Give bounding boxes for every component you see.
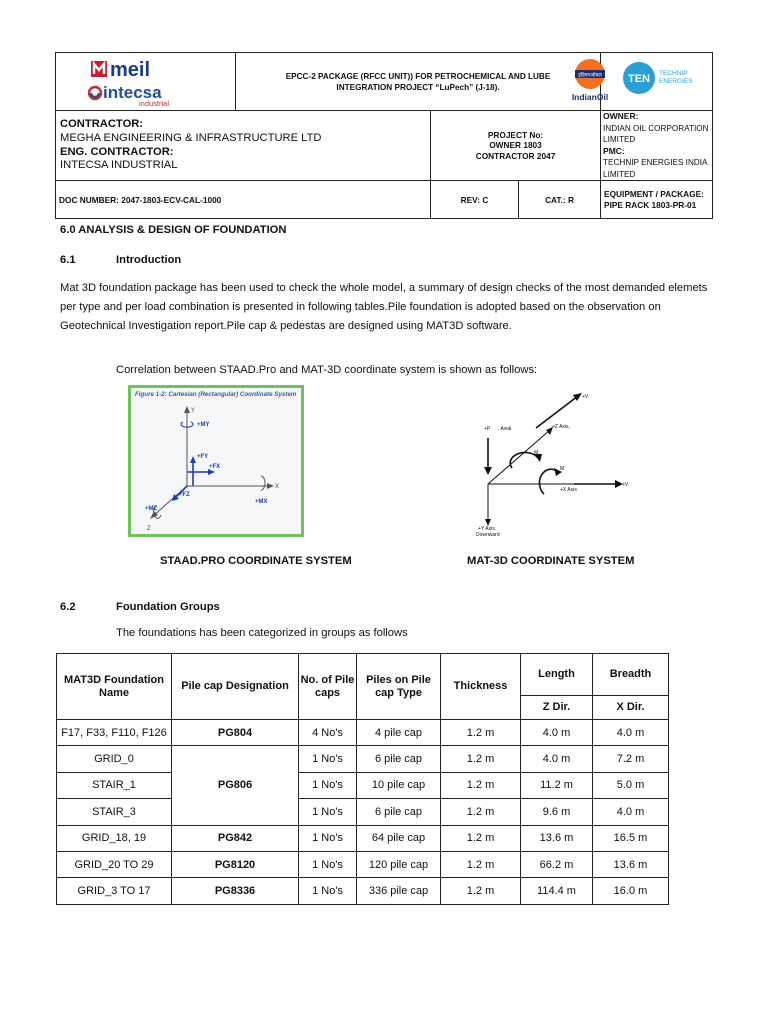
ten-text: TEN — [628, 73, 650, 85]
indianoil-text: IndianOil — [571, 92, 609, 102]
cell-breadth: 13.6 m — [593, 851, 669, 877]
cell-count: 1 No's — [299, 799, 357, 825]
cell-thickness: 1.2 m — [441, 720, 521, 746]
cell-type: 6 pile cap — [357, 746, 441, 772]
section-heading: 6.0 ANALYSIS & DESIGN OF FOUNDATION — [60, 224, 287, 236]
cell-designation: PG8336 — [172, 878, 299, 904]
contractor-label: CONTRACTOR: — [60, 117, 144, 130]
cell-name: F17, F33, F110, F126 — [57, 720, 172, 746]
cell-name: GRID_0 — [57, 746, 172, 772]
cell-thickness: 1.2 m — [441, 746, 521, 772]
project-contractor: CONTRACTOR 2047 — [475, 150, 556, 161]
project-number-cell — [431, 111, 601, 181]
doc-number: DOC NUMBER: 2047-1803-ECV-CAL-1000 — [56, 181, 431, 219]
cell-length: 9.6 m — [521, 799, 593, 825]
equipment-value: PIPE RACK 1803-PR-01 — [604, 199, 697, 210]
cell-length: 4.0 m — [521, 720, 593, 746]
subsection-6-2-number: 6.2 — [60, 601, 76, 613]
table-row — [57, 851, 669, 877]
cell-breadth: 16.5 m — [593, 825, 669, 851]
cell-breadth: 16.0 m — [593, 878, 669, 904]
cell-designation: PG8120 — [172, 851, 299, 877]
cell-count: 4 No's — [299, 720, 357, 746]
col-header-breadth: Breadth — [593, 654, 669, 696]
mat3d-downward-label: Downward — [476, 532, 500, 538]
mat3d-mx-label: M — [534, 450, 539, 456]
pmc-label: PMC: — [603, 145, 625, 156]
cell-thickness: 1.2 m — [441, 851, 521, 877]
subsection-6-1-number: 6.1 — [60, 254, 76, 266]
staad-x-label: X — [275, 484, 280, 490]
cell-count: 1 No's — [299, 878, 357, 904]
pmc-value: TECHNIP ENERGIES INDIA LIMITED — [603, 158, 708, 179]
groups-intro-text: The foundations has been categorized in groups as follows — [116, 627, 408, 639]
staad-mz-label: +MZ — [145, 506, 158, 512]
eng-contractor-value: INTECSA INDUSTRIAL — [60, 159, 178, 172]
cell-length: 11.2 m — [521, 772, 593, 798]
staad-fy-label: +FY — [197, 454, 209, 460]
owner-value: INDIAN OIL CORPORATION LIMITED — [603, 123, 709, 144]
contractor-cell — [56, 111, 431, 181]
cell-thickness: 1.2 m — [441, 799, 521, 825]
cell-breadth: 4.0 m — [593, 720, 669, 746]
cell-thickness: 1.2 m — [441, 878, 521, 904]
project-no-label: PROJECT No: — [487, 129, 544, 140]
eng-contractor-label: ENG. CONTRACTOR: — [60, 145, 174, 158]
cell-type: 120 pile cap — [357, 851, 441, 877]
project-title-line1: EPCC-2 PACKAGE (RFCC UNIT)) FOR PETROCHEMICAL AND LUBE — [285, 71, 551, 81]
col-header-x-dir: X Dir. — [593, 696, 669, 720]
revision: REV: C — [431, 181, 519, 219]
correlation-text: Correlation between STAAD.Pro and MAT-3D coordinate system is shown as follows: — [116, 364, 538, 376]
mat3d-figure-label: MAT-3D COORDINATE SYSTEM — [467, 555, 635, 567]
intro-paragraph: Mat 3D foundation package has been used to check the whole model, a summary of design checks of the most demanded elemets per type and per load combination is presented in following tables.Pile foundation is adopted based on the observation on Geotechnical Investigation report.Pile cap & pedestas are designed using MAT3D software. — [60, 282, 708, 332]
subsection-6-2-title: Foundation Groups — [116, 601, 220, 613]
cell-breadth: 5.0 m — [593, 772, 669, 798]
cell-breadth: 7.2 m — [593, 746, 669, 772]
indianoil-hindi-text: इंडियनऑयल — [578, 72, 602, 79]
mat3d-vx-label: +V — [622, 482, 629, 488]
cell-name: STAIR_3 — [57, 799, 172, 825]
col-header-piles-type: Piles on Pile cap Type — [357, 654, 441, 720]
project-title-line2: INTEGRATION PROJECT “LuPech” (J-18). — [336, 82, 500, 92]
cell-name: GRID_20 TO 29 — [57, 851, 172, 877]
staad-mx-label: +MX — [255, 499, 268, 505]
indianoil-logo — [568, 58, 618, 109]
mat3d-y-axis-label: +Y Axis, — [478, 526, 497, 532]
cell-designation: PG804 — [172, 720, 299, 746]
project-owner: OWNER 1803 — [489, 140, 542, 151]
mat3d-coordinate-figure — [456, 390, 650, 540]
cell-type: 10 pile cap — [357, 772, 441, 798]
table-row — [57, 825, 669, 851]
col-header-no-pile-caps: No. of Pile caps — [299, 654, 357, 720]
staad-fz-label: +FZ — [179, 492, 190, 498]
project-title — [236, 53, 601, 111]
staad-figure-caption: Figure 1-2: Cartesian (Rectangular) Coordinate System — [135, 391, 297, 398]
table-row — [57, 878, 669, 904]
energies-text: ENERGIES — [659, 78, 693, 85]
col-header-thickness: Thickness — [441, 654, 521, 720]
intecsa-logo — [88, 82, 178, 113]
contractor-value: MEGHA ENGINEERING & INFRASTRUCTURE LTD — [60, 131, 322, 144]
col-header-designation: Pile cap Designation — [172, 654, 299, 720]
cell-designation: PG842 — [172, 825, 299, 851]
mat3d-vz-label: +V — [582, 394, 589, 400]
category: CAT.: R — [519, 181, 601, 219]
table-row — [57, 746, 669, 772]
cell-type: 64 pile cap — [357, 825, 441, 851]
cell-length: 66.2 m — [521, 851, 593, 877]
cell-name: GRID_18, 19 — [57, 825, 172, 851]
meil-logo — [90, 58, 170, 85]
intecsa-logo-sub: industrial — [139, 99, 170, 108]
foundation-groups-table — [56, 653, 669, 905]
mat3d-x-axis-label: +X Axis — [560, 487, 577, 493]
subsection-6-1-title: Introduction — [116, 254, 182, 266]
cell-type: 336 pile cap — [357, 878, 441, 904]
owner-label: OWNER: — [603, 111, 639, 121]
cell-length: 13.6 m — [521, 825, 593, 851]
staad-fx-label: +FX — [209, 464, 221, 470]
cell-count: 1 No's — [299, 746, 357, 772]
cell-thickness: 1.2 m — [441, 772, 521, 798]
cell-name: STAIR_1 — [57, 772, 172, 798]
col-header-z-dir: Z Dir. — [521, 696, 593, 720]
staad-z-label: Z — [147, 526, 151, 532]
cell-count: 1 No's — [299, 825, 357, 851]
cell-type: 6 pile cap — [357, 799, 441, 825]
technip-energies-logo — [622, 61, 706, 102]
staad-coordinate-figure — [128, 385, 304, 537]
col-header-name: MAT3D Foundation Name — [57, 654, 172, 720]
cell-count: 1 No's — [299, 772, 357, 798]
table-header-row — [57, 654, 669, 696]
mat3d-axial-label: , Axial — [498, 426, 512, 432]
intecsa-logo-text: intecsa — [103, 83, 162, 102]
cell-type: 4 pile cap — [357, 720, 441, 746]
equipment-label: EQUIPMENT / PACKAGE: — [604, 188, 704, 199]
table-row — [57, 720, 669, 746]
cell-breadth: 4.0 m — [593, 799, 669, 825]
mat3d-pz-label: +P — [484, 426, 491, 432]
mat3d-z-axis-label: +Z Axis, — [552, 424, 570, 430]
technip-text: TECHNIP — [659, 70, 688, 77]
cell-thickness: 1.2 m — [441, 825, 521, 851]
staad-figure-label: STAAD.PRO COORDINATE SYSTEM — [160, 555, 352, 567]
cell-length: 4.0 m — [521, 746, 593, 772]
cell-designation: PG806 — [172, 746, 299, 825]
table-row — [57, 799, 669, 825]
cell-name: GRID_3 TO 17 — [57, 878, 172, 904]
staad-y-label: Y — [191, 408, 196, 414]
staad-my-label: +MY — [197, 422, 210, 428]
meil-logo-text: meil — [110, 59, 151, 80]
cell-length: 114.4 m — [521, 878, 593, 904]
equipment-cell — [601, 181, 713, 219]
owner-cell — [601, 111, 713, 181]
cell-count: 1 No's — [299, 851, 357, 877]
mat3d-my-label: M — [560, 466, 565, 472]
table-row — [57, 772, 669, 798]
col-header-length: Length — [521, 654, 593, 696]
